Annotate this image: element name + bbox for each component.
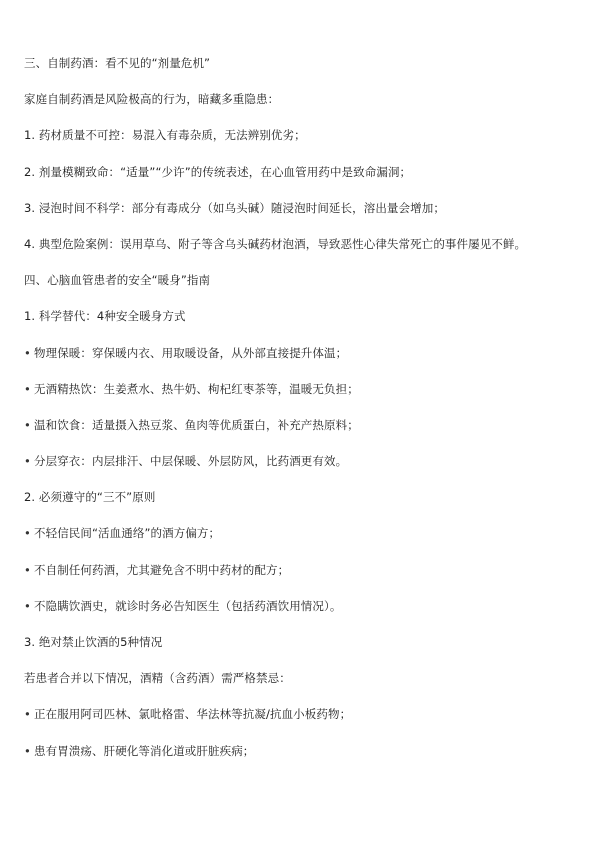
- article-body: [24, 55, 584, 759]
- subheading: 2. 必须遵守的“三不”原则: [24, 490, 156, 505]
- bullet-item: [24, 417, 584, 433]
- bullet-item: [24, 562, 584, 578]
- paragraph: 家庭自制药酒是风险极高的行为，暗藏多重隐患：: [24, 92, 280, 107]
- bullet-item: [24, 453, 584, 469]
- paragraph: 3. 浸泡时间不科学：部分有毒成分（如乌头碱）随浸泡时间延长，溶出量会增加；: [24, 200, 445, 215]
- bullet-text: 物理保暖：穿保暖内衣、用取暖设备，从外部直接提升体温；: [34, 345, 348, 360]
- section-heading: 三、自制药酒：看不见的“剂量危机”: [24, 56, 211, 70]
- bullet-text: 患有胃溃疡、肝硬化等消化道或肝脏疾病；: [34, 743, 255, 758]
- subheading: 3. 绝对禁止饮酒的5种情况: [24, 635, 163, 649]
- bullet-text: 不隐瞒饮酒史，就诊时务必告知医生（包括药酒饮用情况）。: [34, 598, 342, 613]
- bullet-item: [24, 706, 584, 722]
- subheading: 1. 科学替代：4种安全暖身方式: [24, 309, 186, 324]
- bullet-item: [24, 381, 584, 397]
- bullet-text: 不自制任何药酒，尤其避免含不明中药材的配方；: [34, 562, 290, 577]
- bullet-text: 不轻信民间“活血通络”的酒方偏方；: [34, 526, 221, 541]
- bullet-text: 温和饮食：适量摄入热豆浆、鱼肉等优质蛋白，补充产热原料；: [34, 417, 359, 432]
- bullet-item: [24, 525, 584, 541]
- paragraph: 2. 剂量模糊致命：“适量”“少许”的传统表述，在心血管用药中是致命漏洞；: [24, 164, 412, 179]
- paragraph: 1. 药材质量不可控：易混入有毒杂质，无法辨别优劣；: [24, 128, 306, 143]
- bullet-item: [24, 345, 584, 361]
- bullet-item: [24, 598, 584, 614]
- bullet-text: 分层穿衣：内层排汗、中层保暖、外层防风，比药酒更有效。: [34, 454, 348, 469]
- bullet-item: [24, 743, 584, 759]
- paragraph: 若患者合并以下情况，酒精（含药酒）需严格禁忌：: [24, 671, 291, 686]
- paragraph: 4. 典型危险案例：误用草乌、附子等含乌头碱药材泡酒，导致恶性心律失常死亡的事件屡见不鲜。: [24, 236, 527, 251]
- bullet-text: 正在服用阿司匹林、氯吡格雷、华法林等抗凝/抗血小板药物；: [34, 707, 352, 722]
- section-heading: 四、心脑血管患者的安全“暖身”指南: [24, 273, 211, 288]
- bullet-text: 无酒精热饮：生姜煮水、热牛奶、枸杞红枣茶等，温暖无负担；: [34, 381, 359, 396]
